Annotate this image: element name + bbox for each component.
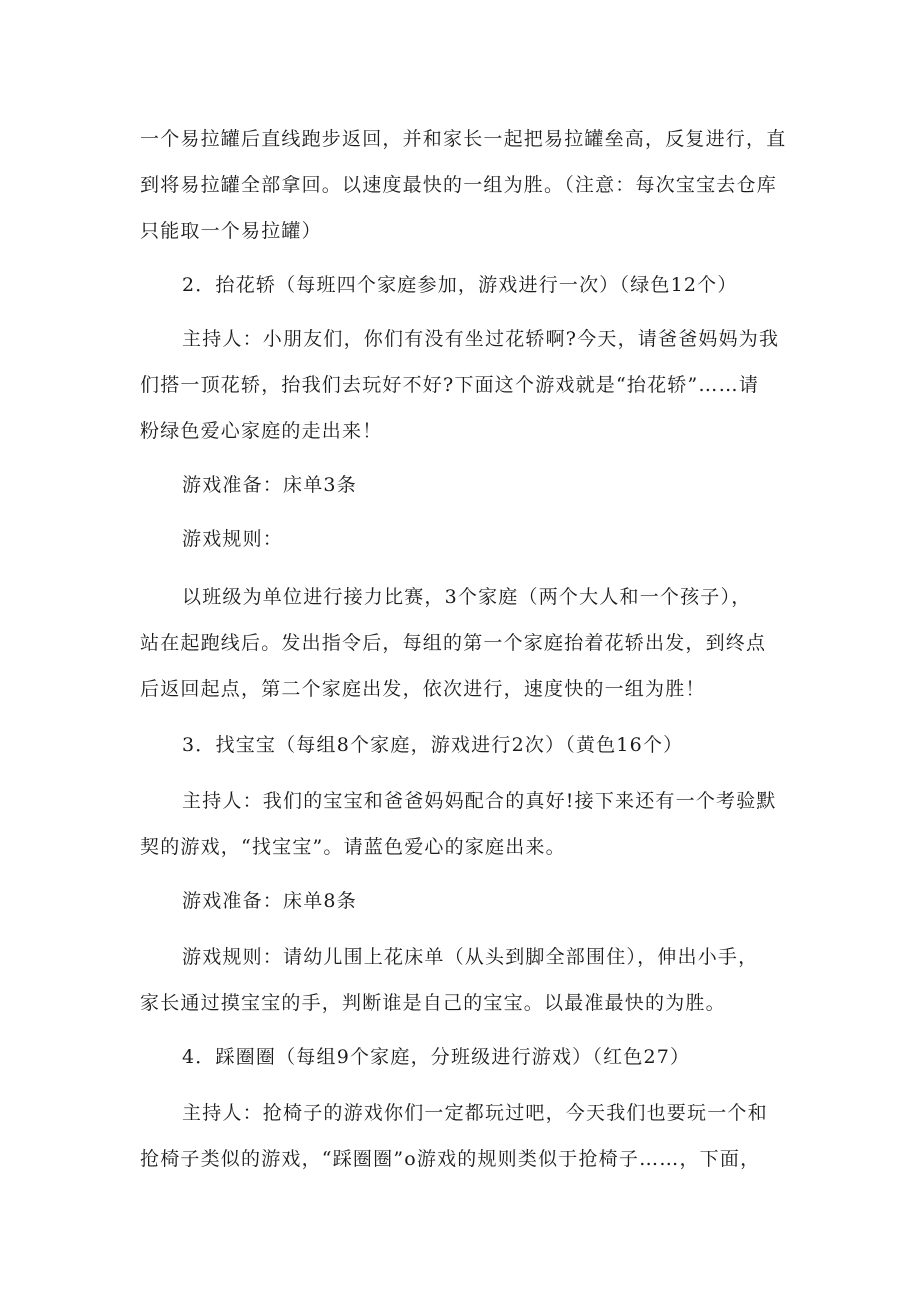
text-line: 后返回起点，第二个家庭出发，依次进行，速度快的一组为胜！: [140, 678, 706, 700]
text-line: 主持人：抢椅子的游戏你们一定都玩过吧，今天我们也要玩一个和: [182, 1102, 768, 1124]
section-heading-find-baby: [140, 722, 780, 768]
text-line: 游戏规则：: [182, 528, 284, 550]
paragraph-prep-sedan: [140, 462, 780, 508]
text-line: 游戏准备：床单3条: [182, 474, 357, 496]
section-heading-sedan: [140, 262, 780, 308]
text-line: 主持人：我们的宝宝和爸爸妈妈配合的真好!接下来还有一个考验默: [182, 790, 777, 812]
text-line: 以班级为单位进行接力比赛，3个家庭（两个大人和一个孩子），: [182, 586, 752, 608]
paragraph-host-find-baby: [140, 778, 780, 870]
text-line: 家长通过摸宝宝的手，判断谁是自己的宝宝。以最准最快的为胜。: [140, 992, 726, 1014]
text-line: 到将易拉罐全部拿回。以速度最快的一组为胜。（注意：每次宝宝去仓库: [140, 174, 777, 196]
paragraph-rules-label-sedan: [140, 516, 780, 562]
paragraph-rules-sedan: [140, 574, 780, 712]
text-line: 们搭一顶花轿，抬我们去玩好不好?下面这个游戏就是“抬花轿”……请: [140, 374, 760, 396]
paragraph-rules-find-baby: [140, 934, 780, 1026]
paragraph-cans-continued: [140, 116, 787, 254]
text-line: 站在起跑线后。发出指令后，每组的第一个家庭抬着花轿出发，到终点: [140, 632, 767, 654]
text-line: 游戏准备：床单8条: [182, 890, 357, 912]
paragraph-host-sedan: [140, 316, 780, 454]
section-heading-step-circle: [140, 1034, 780, 1080]
text-line: 2．抬花轿（每班四个家庭参加，游戏进行一次）（绿色12个）: [182, 274, 738, 296]
text-line: 粉绿色爱心家庭的走出来！: [140, 420, 383, 442]
paragraph-host-step-circle: [140, 1090, 780, 1182]
text-line: 游戏规则：请幼儿围上花床单（从头到脚全部围住），伸出小手，: [182, 946, 759, 968]
paragraph-prep-find-baby: [140, 878, 780, 924]
text-line: 3．找宝宝（每组8个家庭，游戏进行2次）（黄色16个）: [182, 734, 684, 756]
text-line: 4．踩圈圈（每组9个家庭，分班级进行游戏）（红色27）: [182, 1046, 691, 1068]
text-line: 一个易拉罐后直线跑步返回，并和家长一起把易拉罐垒高，反复进行，直: [140, 128, 787, 150]
text-line: 抢椅子类似的游戏，“踩圈圈”o游戏的规则类似于抢椅子……，下面，: [140, 1148, 761, 1170]
text-line: 主持人：小朋友们，你们有没有坐过花轿啊?今天，请爸爸妈妈为我: [182, 328, 780, 350]
text-line: 契的游戏，“找宝宝”。请蓝色爱心的家庭出来。: [140, 836, 566, 858]
text-line: 只能取一个易拉罐）: [140, 220, 322, 242]
